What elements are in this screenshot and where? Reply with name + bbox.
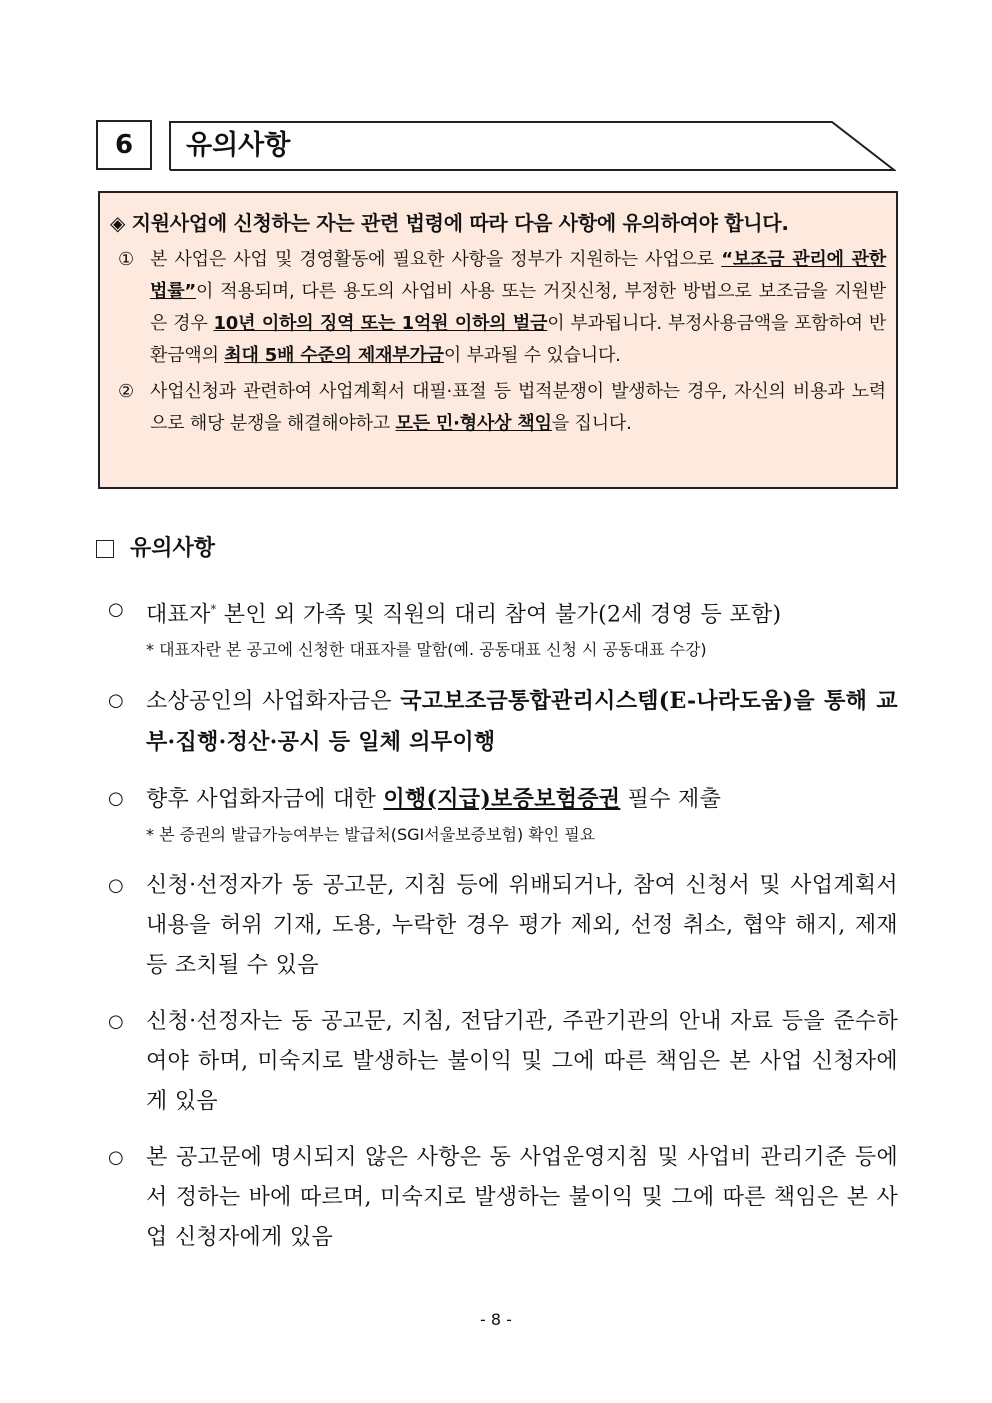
list-item-text: 대표자* 본인 외 가족 및 직원의 대리 참여 불가(2세 경영 등 포함) <box>146 602 782 628</box>
checkbox-icon <box>96 540 114 558</box>
list-item <box>108 681 898 763</box>
circle-bullet-icon: ○ <box>108 788 124 810</box>
circle-bullet-icon: ○ <box>108 1147 124 1169</box>
notice-box <box>98 191 898 489</box>
sub-heading-label: 유의사항 <box>130 536 216 561</box>
sub-heading <box>96 531 215 567</box>
list-item-text: 신청·선정자는 동 공고문, 지침, 전담기관, 주관기관의 안내 자료 등을 준수하여야 하며, 미숙지로 발생하는 불이익 및 그에 따른 책임은 본 사업 신청자에게 있음 <box>146 1009 898 1115</box>
section-title-box <box>168 120 896 172</box>
circle-bullet-icon: ○ <box>108 875 124 897</box>
list-item <box>108 779 898 820</box>
notice-item-number: ① <box>118 249 135 270</box>
section-number: 6 <box>96 120 152 170</box>
list-item-text: 소상공인의 사업화자금은 국고보조금통합관리시스템(E-나라도움)을 통해 교부·집행·정산·공시 등 일체 의무이행 <box>146 688 898 756</box>
section-title: 유의사항 <box>186 130 291 161</box>
circle-bullet-icon: ○ <box>108 599 124 620</box>
list-item <box>108 1002 898 1122</box>
footnote: * 본 증권의 발급가능여부는 발급처(SGI서울보증보험) 확인 필요 <box>146 825 596 845</box>
notice-item-1 <box>110 244 886 372</box>
list-item-text: 본 공고문에 명시되지 않은 사항은 동 사업운영지침 및 사업비 관리기준 등에서 정하는 바에 따르며, 미숙지로 발생하는 불이익 및 그에 따른 책임은 본 사업 신청자에게 있음 <box>146 1145 898 1251</box>
list-item <box>108 866 898 986</box>
liability-text: 모든 민·형사상 책임 <box>395 413 552 434</box>
list-item-text: 신청·선정자가 동 공고문, 지침 등에 위배되거나, 참여 신청서 및 사업계획서 내용을 허위 기재, 도용, 누락한 경우 평가 제외, 선정 취소, 협약 해지, 제재 등 조치될 수 있음 <box>146 873 898 979</box>
surcharge-text: 최대 5배 수준의 제재부가금 <box>224 345 444 366</box>
notice-item-text: 사업신청과 관련하여 사업계획서 대필·표절 등 법적분쟁이 발생하는 경우, 자신의 비용과 노력으로 해당 분쟁을 해결해야하고 모든 민·형사상 책임을 집니다. <box>150 381 886 434</box>
list-item <box>108 590 898 635</box>
notice-item-2 <box>110 376 886 440</box>
notice-item-number: ② <box>118 381 135 402</box>
bullet-list <box>108 590 898 1258</box>
list-item-text: 향후 사업화자금에 대한 이행(지급)보증보험증권 필수 제출 <box>146 786 722 813</box>
notice-item-text: 본 사업은 사업 및 경영활동에 필요한 사항을 정부가 지원하는 사업으로 “보조금 관리에 관한 법률”이 적용되며, 다른 용도의 사업비 사용 또는 거짓신청, 부정한 방법으로 보조금을 지원받은 경우 10년 이하의 징역 또는 1억원 이하의 벌금이 부과됩니다. 부정사용금액을 포함하여 반환금액의 최대 5배 수준의 제재부가금이 부과될 수 있습니다. <box>150 249 887 366</box>
circle-bullet-icon: ○ <box>108 1011 124 1033</box>
footnote: * 대표자란 본 공고에 신청한 대표자를 말함(예. 공동대표 신청 시 공동대표 수강) <box>146 640 707 660</box>
page-number: - 8 - <box>480 1310 512 1329</box>
notice-heading: ◈ 지원사업에 신청하는 자는 관련 법령에 따라 다음 사항에 유의하여야 합니다. <box>110 211 789 235</box>
penalty-text: 10년 이하의 징역 또는 1억원 이하의 벌금 <box>213 313 548 334</box>
law-name: “보조금 관리에 관한 법률” <box>150 249 886 302</box>
list-item <box>108 1138 898 1258</box>
circle-bullet-icon: ○ <box>108 690 124 712</box>
